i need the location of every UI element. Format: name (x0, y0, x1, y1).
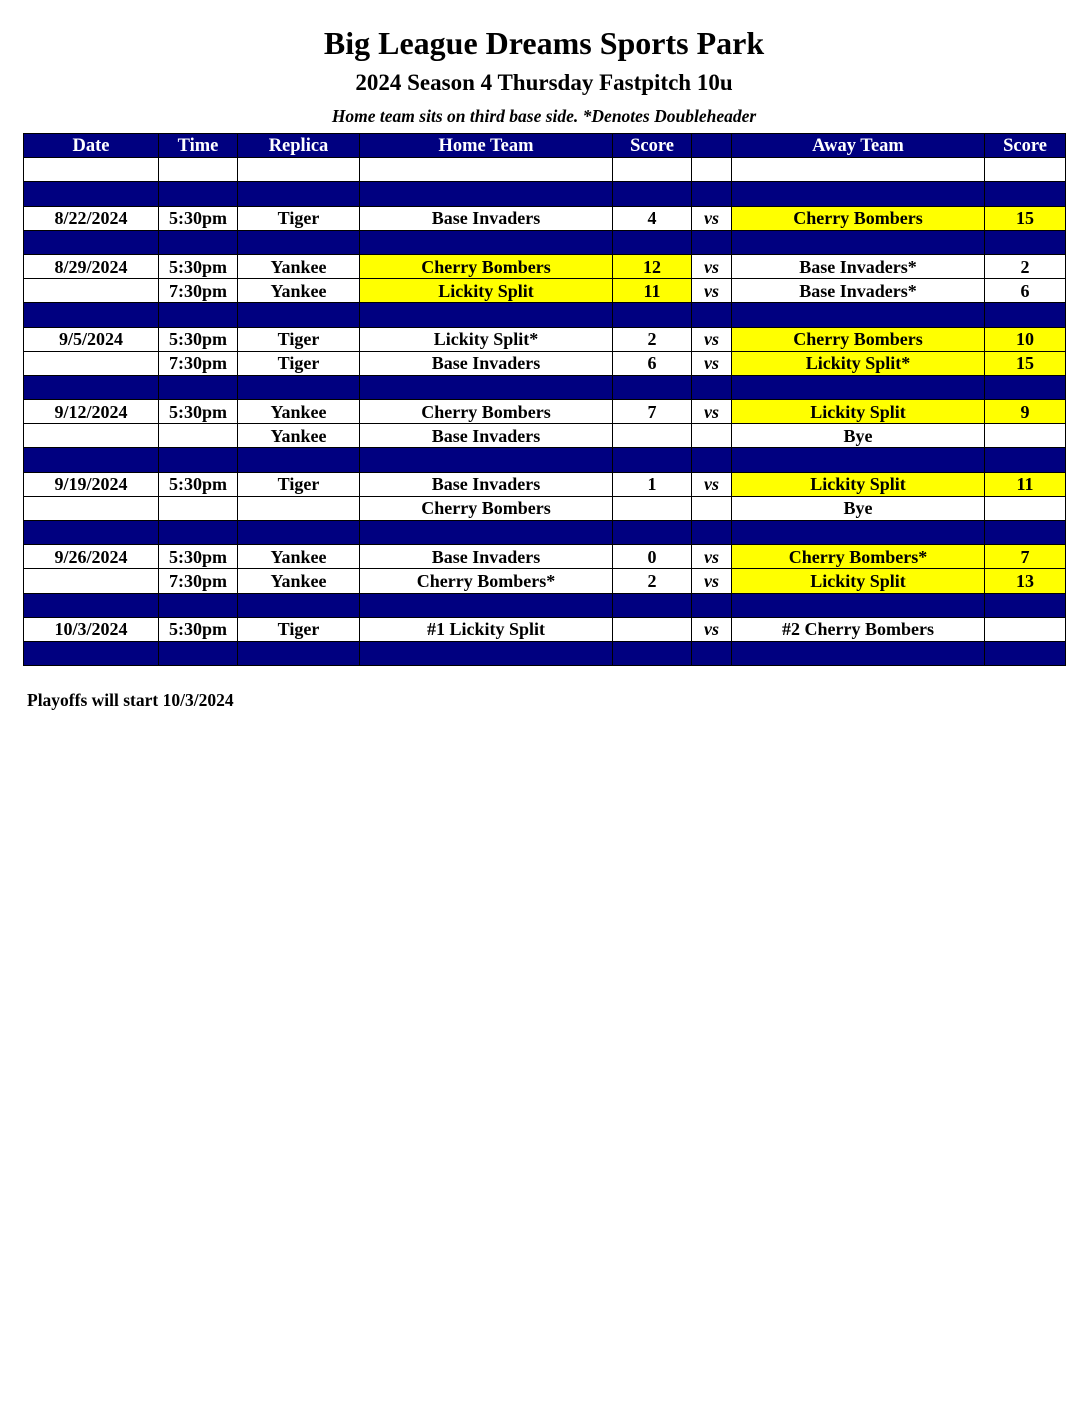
vs-cell (692, 641, 732, 665)
home-team-cell: Base Invaders (360, 545, 613, 569)
away-team-cell (732, 230, 985, 254)
home-team-cell (360, 182, 613, 206)
replica-cell: Yankee (238, 545, 360, 569)
away-team-cell: Bye (732, 424, 985, 448)
away-score-cell (985, 641, 1066, 665)
replica-cell (238, 375, 360, 399)
away-score-cell: 6 (985, 279, 1066, 303)
home-score-cell: 0 (613, 545, 692, 569)
replica-cell: Tiger (238, 327, 360, 351)
time-cell: 5:30pm (159, 206, 238, 230)
away-team-cell: Bye (732, 496, 985, 520)
home-team-cell (360, 158, 613, 182)
away-score-cell: 9 (985, 400, 1066, 424)
date-cell (24, 351, 159, 375)
away-team-cell: Lickity Split (732, 569, 985, 593)
vs-cell (692, 158, 732, 182)
table-row (24, 254, 1066, 278)
table-row (24, 496, 1066, 520)
home-score-cell (613, 641, 692, 665)
vs-cell: vs (692, 472, 732, 496)
away-team-cell: Cherry Bombers (732, 206, 985, 230)
vs-cell (692, 521, 732, 545)
table-row (24, 279, 1066, 303)
home-score-cell (613, 182, 692, 206)
away-score-cell (985, 230, 1066, 254)
time-cell: 5:30pm (159, 545, 238, 569)
away-score-cell: 13 (985, 569, 1066, 593)
home-team-cell: Base Invaders (360, 472, 613, 496)
vs-cell: vs (692, 206, 732, 230)
table-row (24, 617, 1066, 641)
away-team-cell: Lickity Split (732, 472, 985, 496)
vs-cell: vs (692, 279, 732, 303)
date-cell: 9/19/2024 (24, 472, 159, 496)
away-team-cell (732, 303, 985, 327)
time-cell: 5:30pm (159, 617, 238, 641)
column-header-vs (692, 134, 732, 158)
vs-cell: vs (692, 400, 732, 424)
blank-row (24, 158, 1066, 182)
date-cell (24, 521, 159, 545)
table-row (24, 351, 1066, 375)
away-team-cell (732, 641, 985, 665)
replica-cell (238, 230, 360, 254)
away-score-cell: 10 (985, 327, 1066, 351)
date-cell (24, 593, 159, 617)
replica-cell: Yankee (238, 279, 360, 303)
away-score-cell (985, 424, 1066, 448)
date-cell (24, 303, 159, 327)
home-score-cell (613, 593, 692, 617)
time-cell: 7:30pm (159, 351, 238, 375)
vs-cell (692, 496, 732, 520)
date-cell (24, 641, 159, 665)
time-cell (159, 182, 238, 206)
home-team-cell (360, 521, 613, 545)
home-score-cell (613, 521, 692, 545)
replica-cell (238, 521, 360, 545)
away-team-cell: Base Invaders* (732, 279, 985, 303)
home-team-cell: Base Invaders (360, 206, 613, 230)
column-header-away-score: Score (985, 134, 1066, 158)
column-header-home-team: Home Team (360, 134, 613, 158)
column-header-replica: Replica (238, 134, 360, 158)
table-row (24, 472, 1066, 496)
page-note: Home team sits on third base side. *Denotes Doubleheader (331, 106, 757, 126)
away-score-cell: 11 (985, 472, 1066, 496)
home-score-cell (613, 303, 692, 327)
home-score-cell (613, 230, 692, 254)
away-score-cell (985, 593, 1066, 617)
vs-cell: vs (692, 327, 732, 351)
away-team-cell: Base Invaders* (732, 254, 985, 278)
time-cell: 7:30pm (159, 279, 238, 303)
date-cell (24, 182, 159, 206)
vs-cell: vs (692, 254, 732, 278)
schedule-body (24, 158, 1066, 666)
home-team-cell (360, 230, 613, 254)
replica-cell: Yankee (238, 569, 360, 593)
vs-cell: vs (692, 545, 732, 569)
home-team-cell: Cherry Bombers (360, 496, 613, 520)
away-score-cell: 2 (985, 254, 1066, 278)
home-score-cell (613, 424, 692, 448)
table-row (24, 569, 1066, 593)
home-score-cell: 11 (613, 279, 692, 303)
playoffs-note: Playoffs will start 10/3/2024 (27, 690, 234, 710)
home-score-cell: 2 (613, 327, 692, 351)
vs-cell (692, 448, 732, 472)
away-score-cell (985, 303, 1066, 327)
home-score-cell: 6 (613, 351, 692, 375)
vs-cell: vs (692, 351, 732, 375)
away-team-cell (732, 158, 985, 182)
column-header-time: Time (159, 134, 238, 158)
away-team-cell (732, 593, 985, 617)
away-team-cell (732, 448, 985, 472)
time-cell: 5:30pm (159, 400, 238, 424)
vs-cell (692, 424, 732, 448)
table-row (24, 400, 1066, 424)
date-cell (24, 375, 159, 399)
time-cell: 5:30pm (159, 472, 238, 496)
replica-cell: Tiger (238, 472, 360, 496)
date-cell (24, 448, 159, 472)
home-score-cell: 1 (613, 472, 692, 496)
away-score-cell (985, 496, 1066, 520)
page-subtitle: 2024 Season 4 Thursday Fastpitch 10u (355, 70, 733, 95)
date-cell (24, 230, 159, 254)
time-cell: 5:30pm (159, 327, 238, 351)
time-cell: 5:30pm (159, 254, 238, 278)
replica-cell: Tiger (238, 617, 360, 641)
date-cell (24, 158, 159, 182)
time-cell (159, 641, 238, 665)
table-row (24, 424, 1066, 448)
replica-cell: Tiger (238, 206, 360, 230)
home-team-cell (360, 375, 613, 399)
home-score-cell: 7 (613, 400, 692, 424)
page-title: Big League Dreams Sports Park (323, 25, 765, 61)
away-score-cell: 7 (985, 545, 1066, 569)
time-cell (159, 230, 238, 254)
vs-cell: vs (692, 569, 732, 593)
vs-cell: vs (692, 617, 732, 641)
away-score-cell (985, 617, 1066, 641)
away-score-cell: 15 (985, 206, 1066, 230)
replica-cell (238, 496, 360, 520)
spacer-row (24, 521, 1066, 545)
vs-cell (692, 303, 732, 327)
away-score-cell (985, 182, 1066, 206)
home-team-cell: Cherry Bombers (360, 400, 613, 424)
home-score-cell (613, 375, 692, 399)
spacer-row (24, 182, 1066, 206)
home-team-cell (360, 641, 613, 665)
time-cell (159, 521, 238, 545)
replica-cell (238, 641, 360, 665)
away-team-cell (732, 182, 985, 206)
replica-cell (238, 182, 360, 206)
home-team-cell (360, 303, 613, 327)
vs-cell (692, 182, 732, 206)
table-row (24, 545, 1066, 569)
away-score-cell (985, 448, 1066, 472)
home-score-cell: 2 (613, 569, 692, 593)
away-score-cell: 15 (985, 351, 1066, 375)
time-cell (159, 375, 238, 399)
date-cell: 10/3/2024 (24, 617, 159, 641)
replica-cell (238, 448, 360, 472)
home-team-cell (360, 448, 613, 472)
table-row (24, 327, 1066, 351)
time-cell (159, 448, 238, 472)
replica-cell (238, 303, 360, 327)
home-team-cell: Lickity Split* (360, 327, 613, 351)
column-header-away-team: Away Team (732, 134, 985, 158)
column-header-date: Date (24, 134, 159, 158)
away-score-cell (985, 158, 1066, 182)
home-team-cell: Base Invaders (360, 351, 613, 375)
home-score-cell (613, 617, 692, 641)
away-team-cell: #2 Cherry Bombers (732, 617, 985, 641)
time-cell: 7:30pm (159, 569, 238, 593)
replica-cell: Yankee (238, 254, 360, 278)
away-score-cell (985, 521, 1066, 545)
home-score-cell: 12 (613, 254, 692, 278)
home-score-cell (613, 158, 692, 182)
home-score-cell (613, 448, 692, 472)
time-cell (159, 303, 238, 327)
replica-cell: Yankee (238, 424, 360, 448)
replica-cell: Tiger (238, 351, 360, 375)
date-cell (24, 279, 159, 303)
away-team-cell (732, 521, 985, 545)
time-cell (159, 496, 238, 520)
vs-cell (692, 375, 732, 399)
home-team-cell: Cherry Bombers (360, 254, 613, 278)
date-cell: 9/12/2024 (24, 400, 159, 424)
away-team-cell: Lickity Split* (732, 351, 985, 375)
spacer-row (24, 448, 1066, 472)
spacer-row (24, 375, 1066, 399)
time-cell (159, 158, 238, 182)
home-team-cell: Cherry Bombers* (360, 569, 613, 593)
away-team-cell (732, 375, 985, 399)
vs-cell (692, 230, 732, 254)
spacer-row (24, 641, 1066, 665)
date-cell: 8/29/2024 (24, 254, 159, 278)
time-cell (159, 424, 238, 448)
replica-cell (238, 158, 360, 182)
date-cell: 9/26/2024 (24, 545, 159, 569)
away-score-cell (985, 375, 1066, 399)
away-team-cell: Cherry Bombers* (732, 545, 985, 569)
vs-cell (692, 593, 732, 617)
date-cell (24, 569, 159, 593)
home-score-cell (613, 496, 692, 520)
spacer-row (24, 303, 1066, 327)
date-cell (24, 424, 159, 448)
home-team-cell: Base Invaders (360, 424, 613, 448)
replica-cell: Yankee (238, 400, 360, 424)
replica-cell (238, 593, 360, 617)
away-team-cell: Lickity Split (732, 400, 985, 424)
spacer-row (24, 230, 1066, 254)
time-cell (159, 593, 238, 617)
away-team-cell: Cherry Bombers (732, 327, 985, 351)
table-row (24, 206, 1066, 230)
table-header-row (24, 134, 1066, 158)
column-header-home-score: Score (613, 134, 692, 158)
schedule-table (23, 133, 1066, 666)
home-team-cell (360, 593, 613, 617)
date-cell: 9/5/2024 (24, 327, 159, 351)
home-team-cell: Lickity Split (360, 279, 613, 303)
home-score-cell: 4 (613, 206, 692, 230)
date-cell: 8/22/2024 (24, 206, 159, 230)
date-cell (24, 496, 159, 520)
home-team-cell: #1 Lickity Split (360, 617, 613, 641)
spacer-row (24, 593, 1066, 617)
